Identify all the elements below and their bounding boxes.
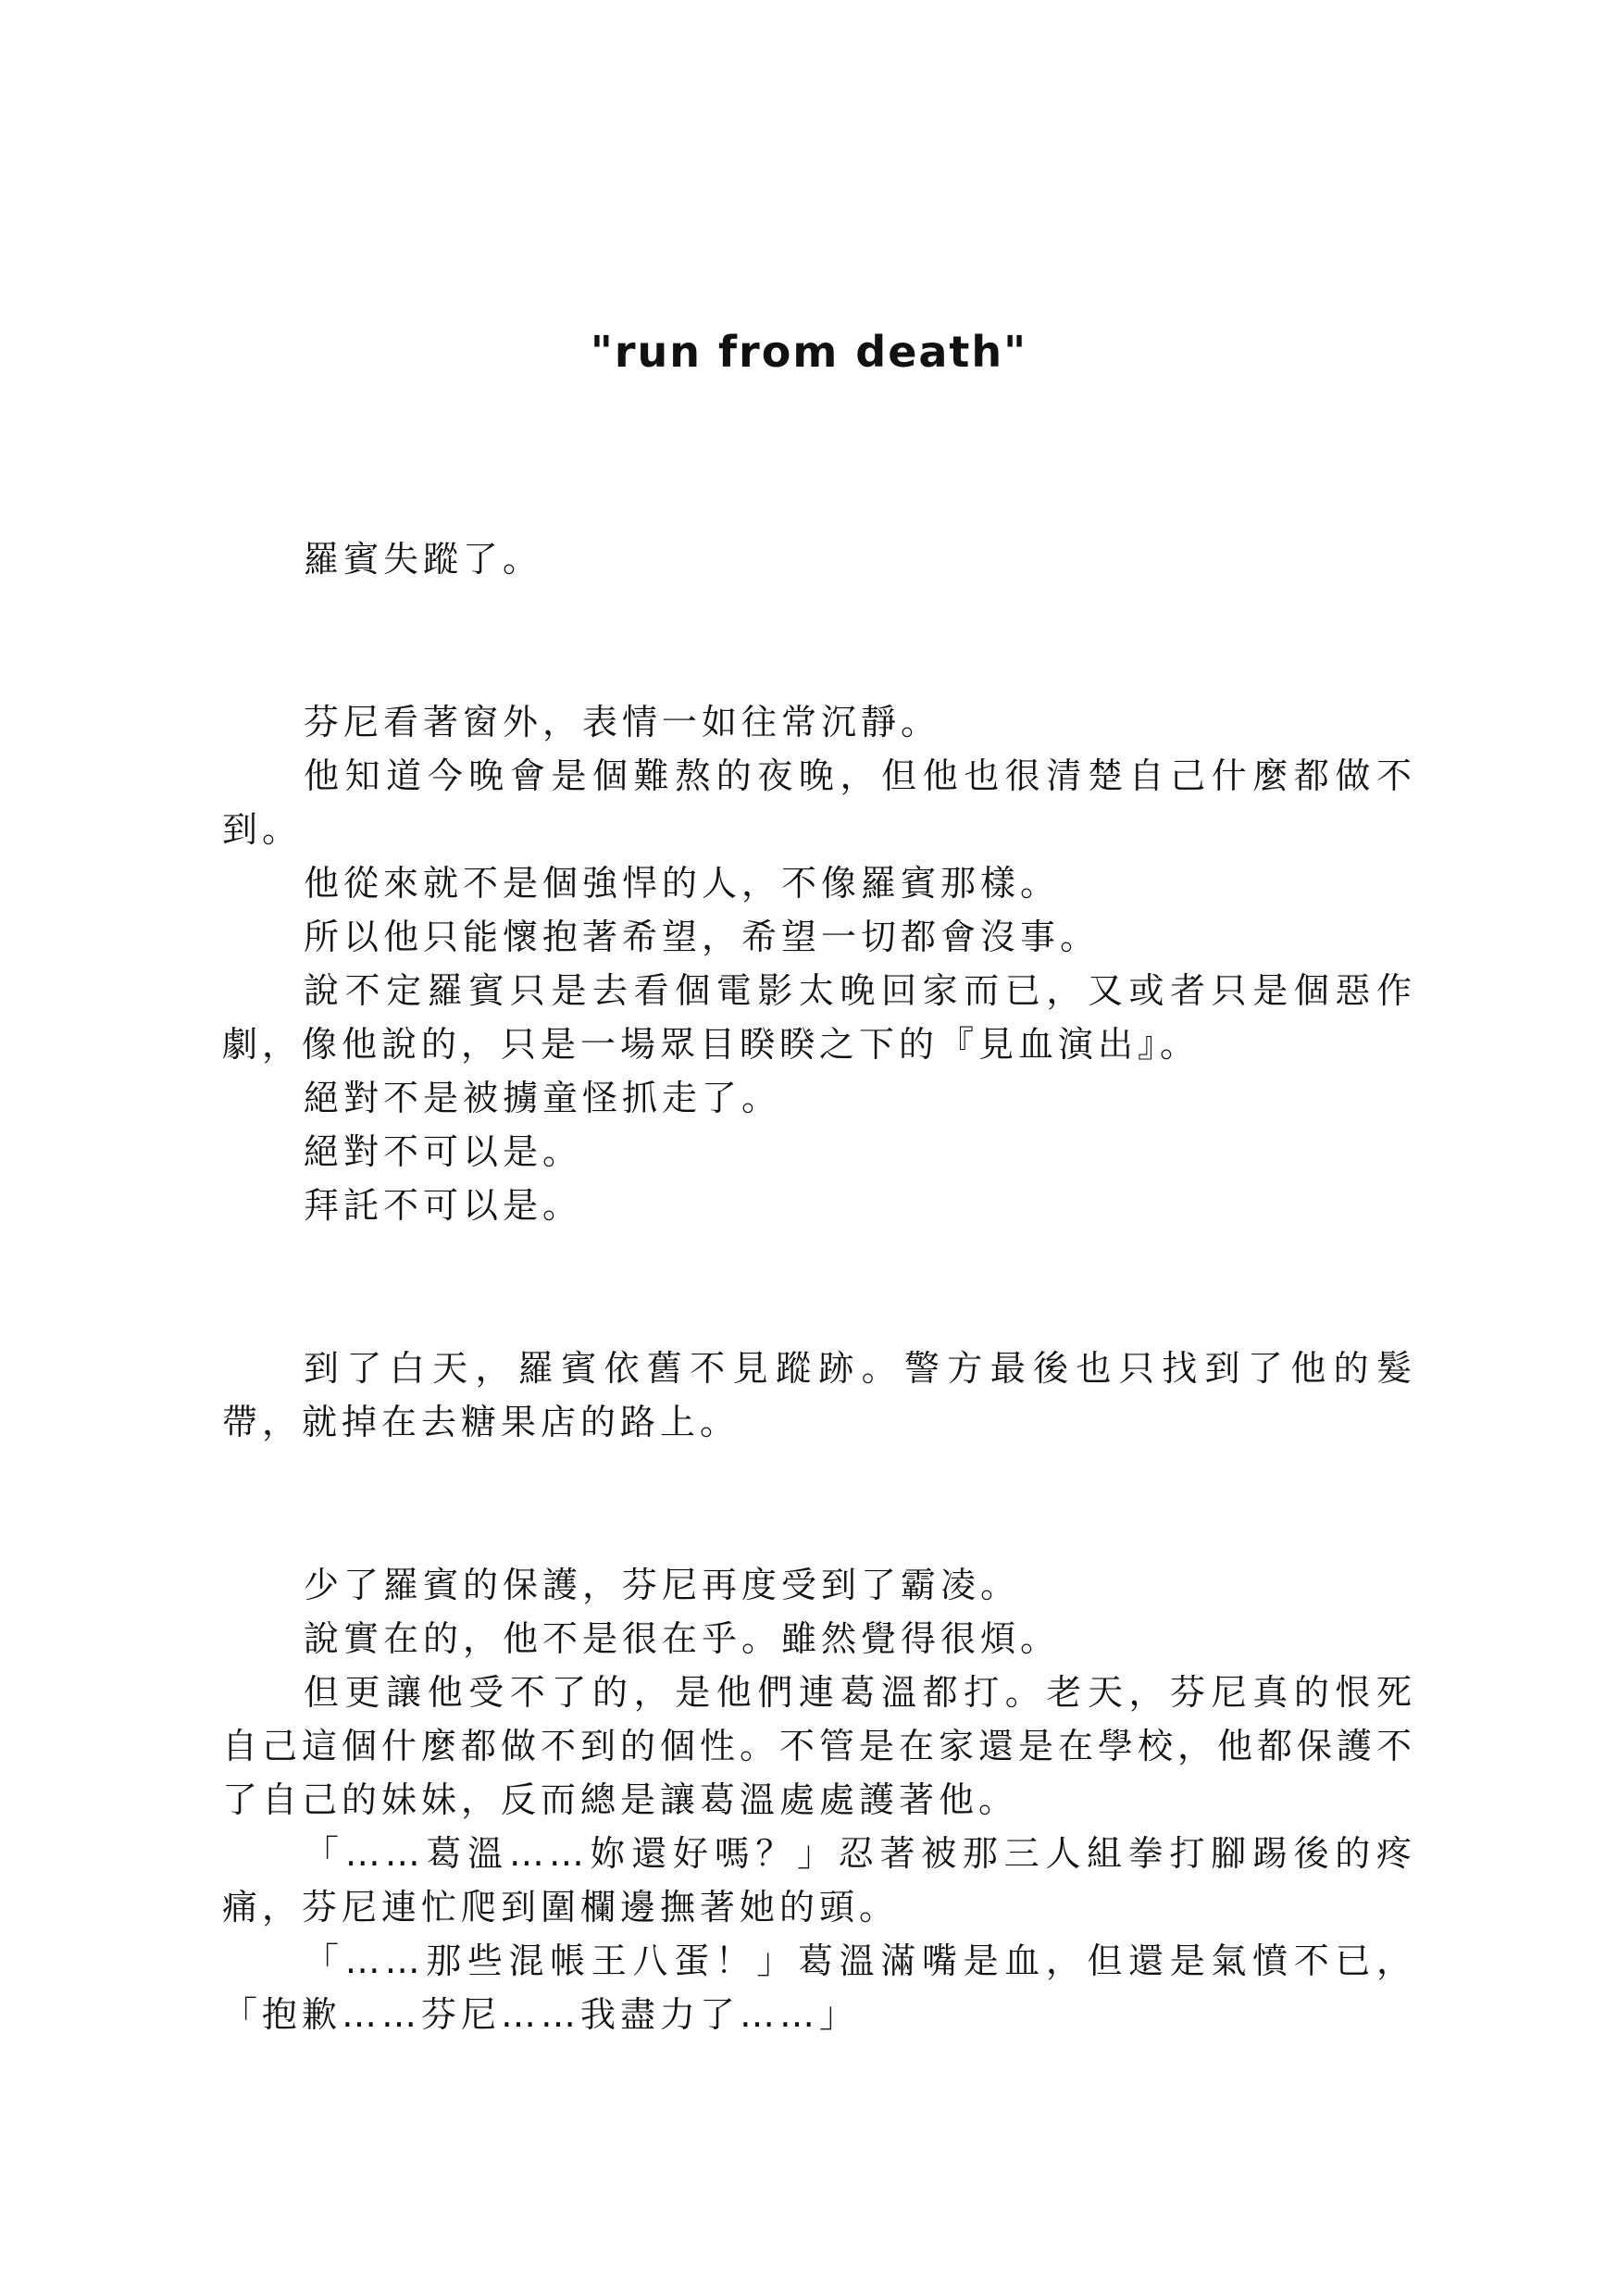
paragraph: 說實在的，他不是很在乎。雖然覺得很煩。: [304, 1618, 1061, 1659]
paragraph: 但更讓他受不了的，是他們連葛溫都打。老天，芬尼真的恨死自己這個什麼都做不到的個性。不管是在家還是在學校，他都保護不了自己的妹妹，反而總是讓葛溫處處護著他。: [222, 1672, 1417, 1820]
paragraph: 拜託不可以是。: [304, 1185, 583, 1226]
paragraph: 說不定羅賓只是去看個電影太晚回家而已，又或者只是個惡作劇，像他說的，只是一場眾目睽睽之下的『見血演出』。: [222, 970, 1416, 1065]
paragraph: 他知道今晚會是個難熬的夜晚，但他也很清楚自己什麼都做不到。: [222, 755, 1416, 850]
section-break: [222, 1232, 1416, 1341]
paragraph: 絕對不是被擄童怪抓走了。: [304, 1078, 782, 1118]
section-break: [222, 586, 1416, 695]
paragraph: 羅賓失蹤了。: [304, 539, 543, 580]
paragraph: 「……葛溫……妳還好嗎？」忍著被那三人組拳打腳踢後的疼痛，芬尼連忙爬到圍欄邊撫著她的頭。: [222, 1833, 1416, 1928]
section-break: [222, 1449, 1416, 1558]
paragraph: 「……那些混帳王八蛋！」葛溫滿嘴是血，但還是氣憤不已，「抱歉……芬尼……我盡力了……」: [222, 1940, 1416, 2035]
paragraph: 芬尼看著窗外，表情一如往常沉靜。: [304, 702, 941, 742]
chapter-title: "run from death": [590, 327, 1028, 377]
story-body: [222, 532, 1416, 2041]
paragraph: 他從來就不是個強悍的人，不像羅賓那樣。: [304, 863, 1061, 904]
paragraph: 到了白天，羅賓依舊不見蹤跡。警方最後也只找到了他的髮帶，就掉在去糖果店的路上。: [222, 1348, 1416, 1442]
paragraph: 少了羅賓的保護，芬尼再度受到了霸凌。: [304, 1565, 1021, 1605]
paragraph: 所以他只能懷抱著希望，希望一切都會沒事。: [304, 917, 1101, 957]
paragraph: 絕對不可以是。: [304, 1131, 583, 1172]
